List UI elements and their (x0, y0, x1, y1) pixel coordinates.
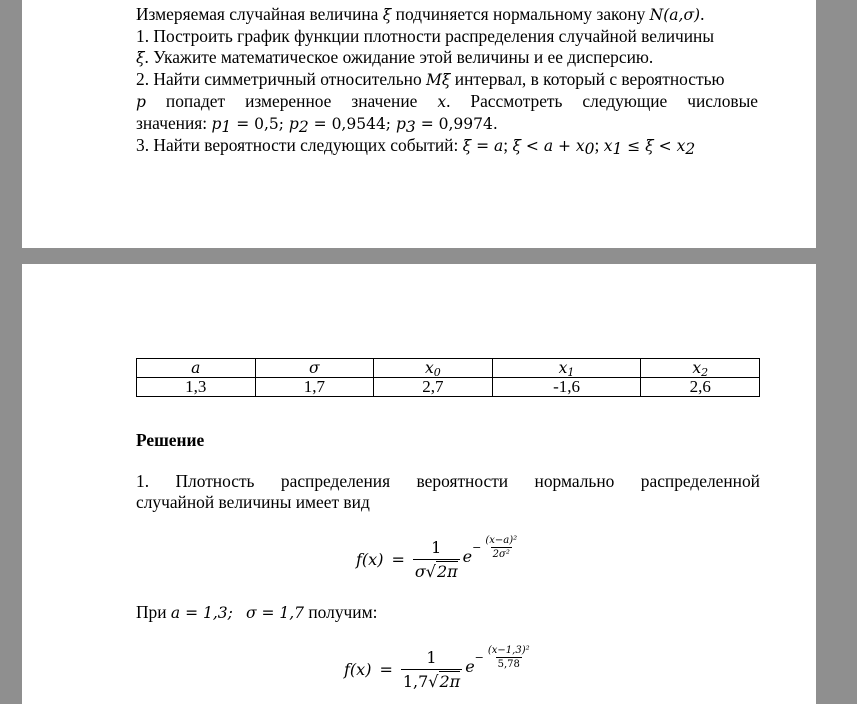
page-1 (22, 0, 816, 248)
task-line-5: p попадет измеренное значение x. Рассмотреть следующие числовые (136, 91, 758, 111)
value-x1: -1,6 (492, 378, 641, 397)
task-line-4: 2. Найти симметричный относительно Mξ интервал, в который с вероятностью (136, 69, 725, 89)
header-sigma: σ (255, 359, 374, 378)
header-x0: $x_0$ (374, 359, 493, 378)
density-formula-specific: f(x) = $\frac{1}{1,7√2\pi}$ e − $\frac{\text{(x−1,3)²}}{5,78}$ (344, 645, 530, 691)
value-x2: 2,6 (641, 378, 760, 397)
task-line-7: 3. Найти вероятности следующих событий: ξ = a; $\xi < a + x_0$; $x_1 \le \xi < x_2$ (136, 135, 696, 158)
value-sigma: 1,7 (255, 378, 374, 397)
solution-p1-line-2: случайной величины имеет вид (136, 492, 370, 512)
params-table (136, 358, 760, 397)
exponential: e − $\frac{\text{(x−1,3)²}}{5,78}$ (465, 645, 530, 676)
page-2 (22, 264, 816, 704)
solution-paragraph-2: При a = 1,3; σ = 1,7 получим: (136, 602, 378, 622)
params-value-row (137, 378, 760, 397)
task-line-1: Измеряемая случайная величина ξ подчиняется нормальному закону N(a,σ). (136, 4, 705, 24)
solution-p1-line-1: 1. Плотность распределения вероятности нормально распределенной (136, 471, 760, 491)
exponential: e − $\frac{\text{(x−a)²}}{\text{2σ²}}$ (462, 535, 518, 566)
params-header-row (137, 359, 760, 378)
density-formula-general: f(x) = $\frac{1}{\sigma√2\pi}$ e − $\frac{\text{(x−a)²}}{\text{2σ²}}$ (356, 535, 518, 581)
fraction: $\frac{1}{\sigma√2\pi}$ (414, 538, 458, 581)
value-x0: 2,7 (374, 378, 493, 397)
task-text (136, 4, 758, 157)
task-line-6: значения: $p_1 = 0,5$; $p_2 = 0,9544$; $p_3 = 0,9974$. (136, 113, 498, 136)
solution-paragraph-1 (136, 471, 760, 513)
header-x2: $x_2$ (641, 359, 760, 378)
header-a: a (137, 359, 256, 378)
task-line-3: ξ. Укажите математическое ожидание этой величины и ее дисперсию. (136, 47, 654, 67)
fraction: $\frac{1}{1,7√2\pi}$ (402, 648, 461, 691)
value-a: 1,3 (137, 378, 256, 397)
solution-heading: Решение (136, 430, 205, 450)
header-x1: $x_1$ (492, 359, 641, 378)
task-line-2: 1. Построить график функции плотности распределения случайной величины (136, 26, 715, 46)
